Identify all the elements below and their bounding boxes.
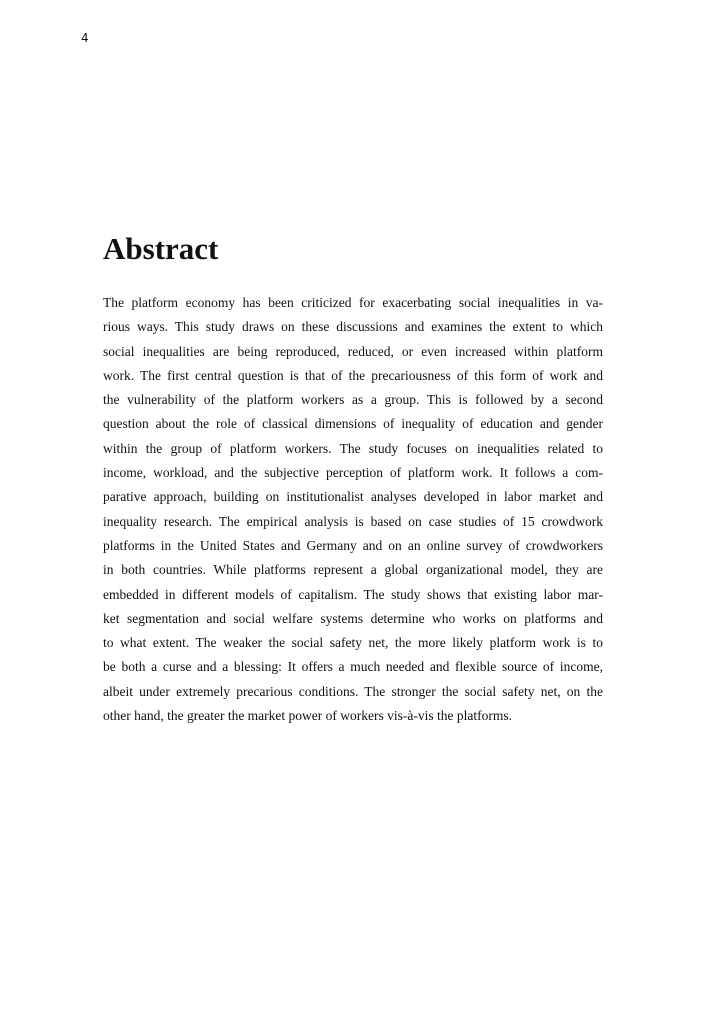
abstract-line: rious ways. This study draws on these discussions and examines the extent to which [103,319,603,335]
abstract-heading: Abstract [103,231,219,266]
abstract-line: in both countries. While platforms represent a global organizational model, they are [103,562,603,578]
abstract-body [103,291,603,728]
abstract-line: social inequalities are being reproduced, reduced, or even increased within platform [103,343,603,359]
abstract-line: income, workload, and the subjective perception of platform work. It follows a com- [103,465,603,481]
abstract-line: ket segmentation and social welfare systems determine who works on platforms and [103,610,603,626]
page-number: 4 [81,31,89,45]
abstract-line: within the group of platform workers. The study focuses on inequalities related to [103,440,603,456]
abstract-line: platforms in the United States and Germany and on an online survey of crowdworkers [103,537,603,553]
abstract-line: other hand, the greater the market power of workers vis-à-vis the platforms. [103,708,512,724]
abstract-line: the vulnerability of the platform workers as a group. This is followed by a second [103,392,603,408]
abstract-line: embedded in different models of capitalism. The study shows that existing labor mar- [103,586,603,602]
abstract-line: work. The first central question is that of the precariousness of this form of work and [103,367,603,383]
abstract-line: be both a curse and a blessing: It offers a much needed and flexible source of income, [103,659,603,675]
abstract-line: The platform economy has been criticized for exacerbating social inequalities in va- [103,295,603,310]
abstract-line: inequality research. The empirical analysis is based on case studies of 15 crowdwork [103,513,603,529]
abstract-line: parative approach, building on institutionalist analyses developed in labor market and [103,489,603,505]
abstract-line: to what extent. The weaker the social safety net, the more likely platform work is to [103,635,603,651]
abstract-line: albeit under extremely precarious conditions. The stronger the social safety net, on the [103,683,603,699]
abstract-line: question about the role of classical dimensions of inequality of education and gender [103,416,603,432]
